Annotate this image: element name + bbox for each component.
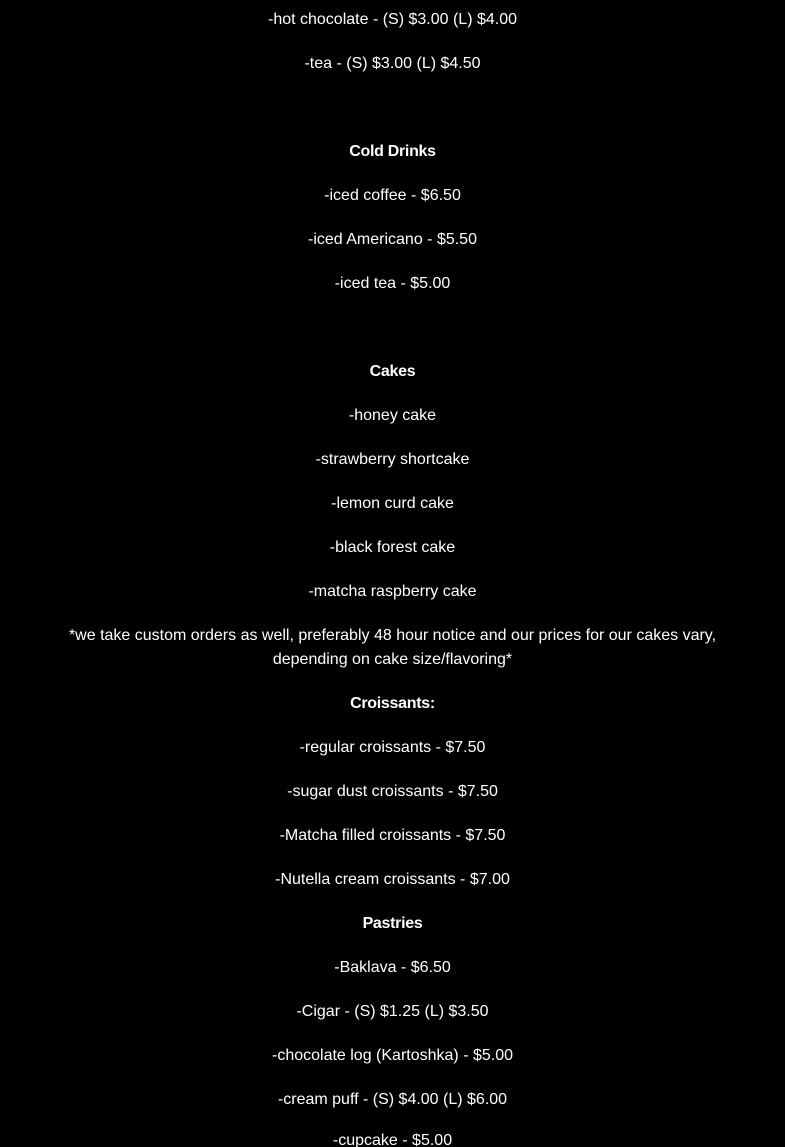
- section-title-cold-drinks: Cold Drinks: [349, 143, 436, 160]
- menu-item-tea: -tea - (S) $3.00 (L) $4.50: [304, 55, 481, 72]
- menu-item-iced-americano: -iced Americano - $5.50: [308, 231, 477, 248]
- menu-item-sugar-dust-croissants: -sugar dust croissants - $7.50: [287, 783, 498, 800]
- menu-item-iced-coffee: -iced coffee - $6.50: [324, 187, 461, 204]
- section-title-cakes: Cakes: [369, 363, 416, 380]
- menu-item-regular-croissants: -regular croissants - $7.50: [299, 739, 486, 756]
- menu-item-honey-cake: -honey cake: [348, 407, 437, 424]
- menu-item-chocolate-log: -chocolate log (Kartoshka) - $5.00: [271, 1047, 513, 1064]
- menu-item-iced-tea: -iced tea - $5.00: [334, 275, 451, 292]
- menu-item-baklava: -Baklava - $6.50: [334, 959, 451, 976]
- custom-orders-note: *we take custom orders as well, preferably 48 hour notice and our prices for our cakes vary, depending on cake size/flavoring*: [68, 627, 717, 668]
- menu-item-nutella-croissants: -Nutella cream croissants - $7.00: [275, 871, 510, 888]
- menu-item-cupcake: -cupcake - $5.00: [332, 1132, 453, 1147]
- menu-item-matcha-croissants: -Matcha filled croissants - $7.50: [279, 827, 506, 844]
- menu-item-strawberry-shortcake: -strawberry shortcake: [315, 451, 470, 468]
- section-title-croissants: Croissants:: [350, 695, 435, 712]
- menu-item-black-forest-cake: -black forest cake: [329, 539, 456, 556]
- section-title-pastries: Pastries: [362, 915, 423, 932]
- menu-item-cream-puff: -cream puff - (S) $4.00 (L) $6.00: [277, 1091, 508, 1108]
- menu-item-matcha-raspberry-cake: -matcha raspberry cake: [308, 583, 477, 600]
- menu-item-cigar: -Cigar - (S) $1.25 (L) $3.50: [296, 1003, 489, 1020]
- menu-item-hot-chocolate: -hot chocolate - (S) $3.00 (L) $4.00: [267, 11, 518, 28]
- menu-item-lemon-curd-cake: -lemon curd cake: [331, 495, 454, 512]
